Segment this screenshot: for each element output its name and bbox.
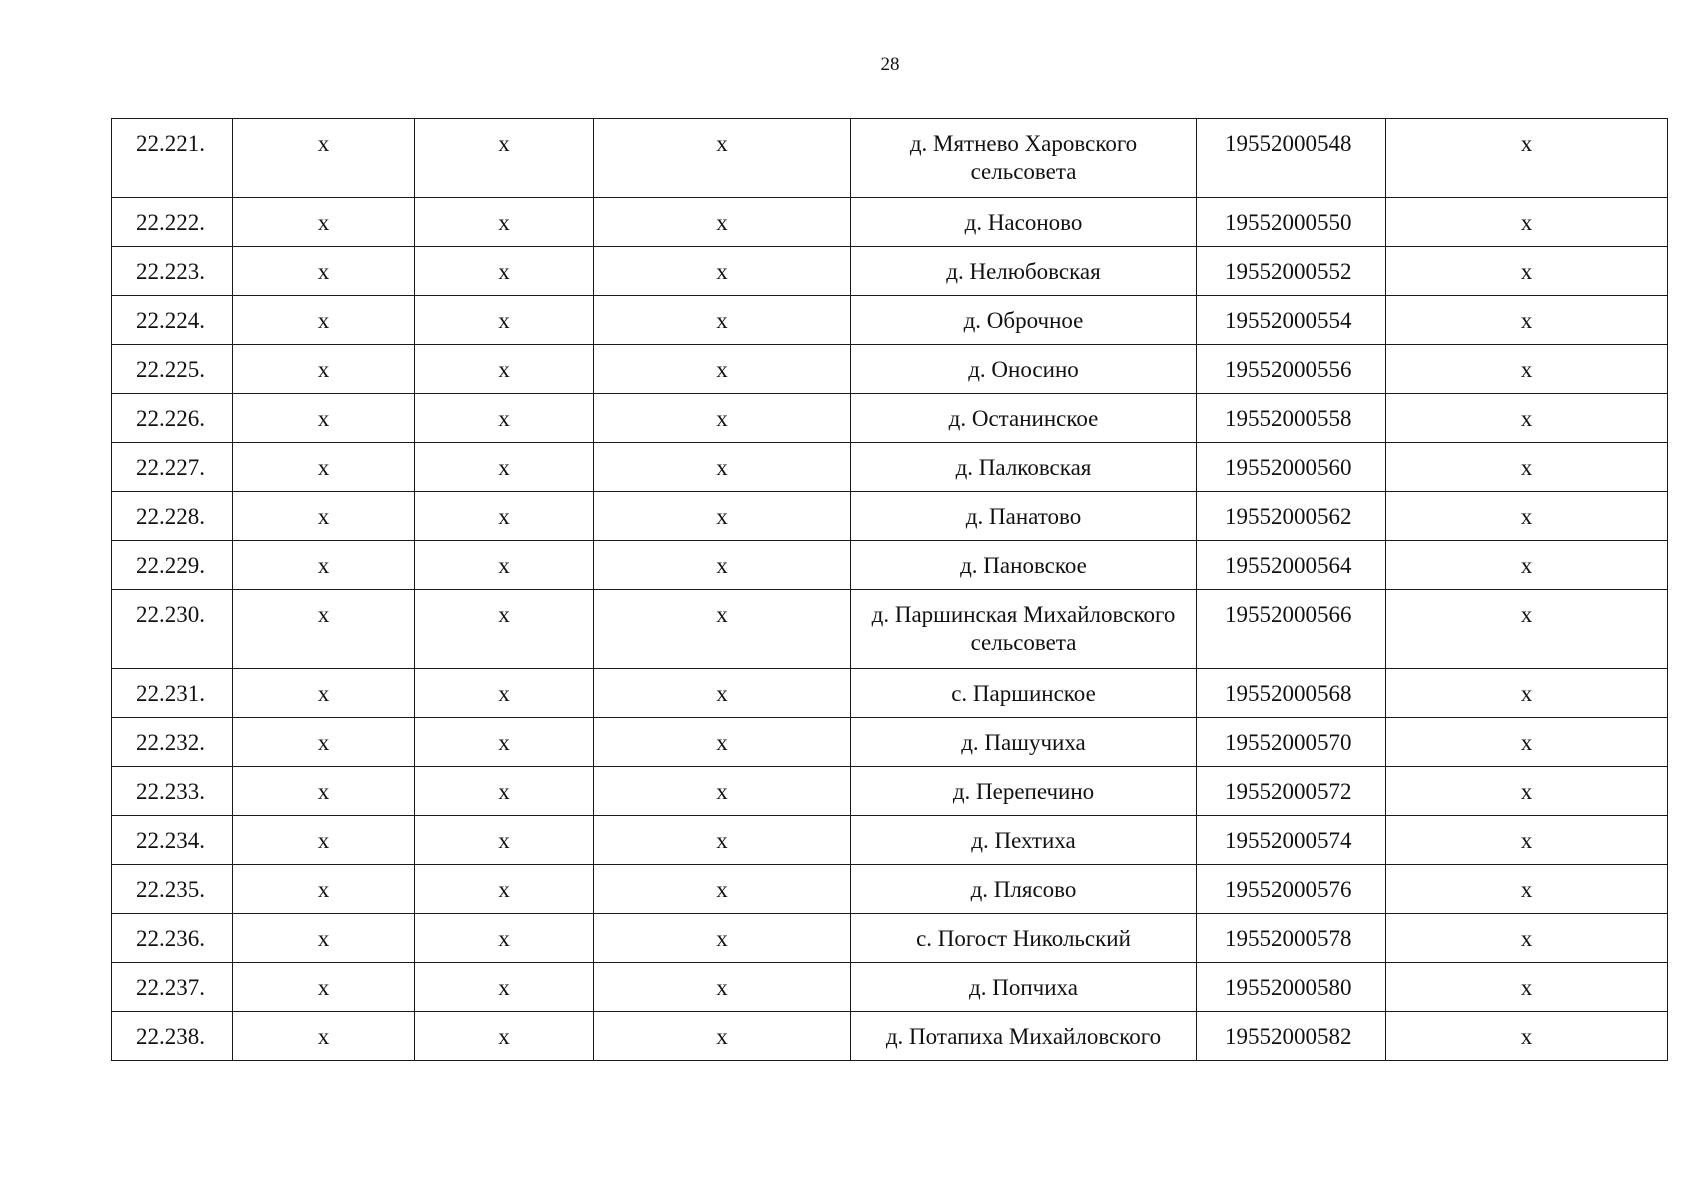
marker-cell [233, 816, 415, 865]
settlement-name-cell [851, 865, 1197, 914]
row-number-cell-text: 22.223. [136, 259, 205, 284]
settlement-name-cell-text: с. Погост Никольский [916, 926, 1131, 951]
row-number-cell-text: 22.232. [136, 730, 205, 755]
marker-cell-text: х [317, 602, 330, 627]
marker-cell-text: х [1520, 1024, 1533, 1049]
marker-cell [415, 247, 594, 296]
marker-cell-text: х [317, 779, 330, 804]
marker-cell-text: х [1520, 504, 1533, 529]
marker-cell [594, 590, 851, 669]
marker-cell [594, 394, 851, 443]
marker-cell-text: х [317, 504, 330, 529]
row-number-cell-text: 22.233. [136, 779, 205, 804]
marker-cell [415, 914, 594, 963]
oktmo-code-cell-text: 19552000570 [1225, 730, 1352, 755]
marker-cell-text: х [317, 308, 330, 333]
marker-cell-text: х [317, 975, 330, 1000]
marker-cell-text: х [1520, 975, 1533, 1000]
marker-cell [594, 541, 851, 590]
row-number-cell-text: 22.226. [136, 406, 205, 431]
marker-cell [233, 963, 415, 1012]
table-row [112, 394, 1668, 443]
oktmo-code-cell-text: 19552000556 [1225, 357, 1352, 382]
row-number-cell-text: 22.229. [136, 553, 205, 578]
table-row [112, 443, 1668, 492]
marker-cell [415, 492, 594, 541]
marker-cell [233, 1012, 415, 1061]
oktmo-code-cell [1197, 541, 1386, 590]
settlement-name-cell-text: д. Оброчное [963, 308, 1084, 333]
marker-cell-text: х [716, 553, 728, 578]
oktmo-code-cell-text: 19552000548 [1225, 131, 1352, 156]
marker-cell-text: х [716, 455, 728, 480]
marker-cell-text: х [1520, 779, 1533, 804]
marker-cell-text: х [1520, 357, 1533, 382]
settlement-name-cell-text: д. Останинское [948, 406, 1099, 431]
row-number-cell-text: 22.235. [136, 877, 205, 902]
oktmo-code-cell [1197, 865, 1386, 914]
oktmo-code-cell-text: 19552000578 [1225, 926, 1352, 951]
marker-cell [594, 669, 851, 718]
marker-cell [594, 443, 851, 492]
marker-cell [594, 767, 851, 816]
oktmo-code-cell [1197, 492, 1386, 541]
marker-cell-text: х [498, 926, 510, 951]
settlement-name-cell-text: д. Панатово [965, 504, 1082, 529]
marker-cell-text: х [716, 131, 728, 156]
marker-cell-text: х [1520, 553, 1533, 578]
table-row [112, 590, 1668, 669]
settlement-name-cell [851, 718, 1197, 767]
settlement-name-cell-text: д. Плясово [970, 877, 1077, 902]
marker-cell [233, 296, 415, 345]
row-number-cell [112, 296, 233, 345]
row-number-cell-text: 22.234. [136, 828, 205, 853]
marker-cell [594, 1012, 851, 1061]
settlement-name-cell [851, 590, 1197, 669]
oktmo-code-cell [1197, 198, 1386, 247]
marker-cell [233, 914, 415, 963]
table-row [112, 296, 1668, 345]
marker-cell-text: х [1520, 681, 1533, 706]
marker-cell-text: х [498, 602, 510, 627]
marker-cell-text: х [498, 131, 510, 156]
oktmo-code-cell-text: 19552000564 [1225, 553, 1352, 578]
marker-cell-text: х [498, 357, 510, 382]
marker-cell [1386, 394, 1668, 443]
marker-cell-text: х [716, 1024, 728, 1049]
table-row [112, 119, 1668, 198]
settlement-name-cell-text: д. Перепечино [952, 779, 1095, 804]
settlement-name-cell-text: д. Пановское [960, 553, 1087, 578]
marker-cell [415, 669, 594, 718]
settlement-name-cell [851, 198, 1197, 247]
marker-cell-text: х [498, 455, 510, 480]
row-number-cell [112, 345, 233, 394]
marker-cell [594, 963, 851, 1012]
row-number-cell-text: 22.231. [136, 681, 205, 706]
oktmo-code-cell-text: 19552000562 [1225, 504, 1352, 529]
marker-cell-text: х [1520, 730, 1533, 755]
row-number-cell-text: 22.238. [136, 1024, 205, 1049]
marker-cell [594, 865, 851, 914]
marker-cell [415, 296, 594, 345]
marker-cell-text: х [1520, 308, 1533, 333]
settlement-name-cell-text: д. Мятнево Харовского сельсовета [909, 131, 1138, 184]
marker-cell [233, 345, 415, 394]
marker-cell-text: х [498, 210, 510, 235]
table-row [112, 198, 1668, 247]
marker-cell-text: х [317, 357, 330, 382]
settlement-name-cell [851, 963, 1197, 1012]
settlement-name-cell-text: д. Насоново [964, 210, 1083, 235]
oktmo-code-cell [1197, 669, 1386, 718]
marker-cell-text: х [498, 681, 510, 706]
marker-cell-text: х [498, 877, 510, 902]
marker-cell [415, 119, 594, 198]
settlement-name-cell-text: с. Паршинское [951, 681, 1096, 706]
marker-cell-text: х [1520, 877, 1533, 902]
marker-cell-text: х [716, 308, 728, 333]
table-row [112, 914, 1668, 963]
marker-cell-text: х [498, 730, 510, 755]
marker-cell [1386, 247, 1668, 296]
marker-cell-text: х [1520, 131, 1533, 156]
marker-cell [594, 247, 851, 296]
marker-cell [1386, 865, 1668, 914]
table-row [112, 718, 1668, 767]
oktmo-code-cell [1197, 247, 1386, 296]
marker-cell [233, 541, 415, 590]
row-number-cell [112, 767, 233, 816]
oktmo-code-cell [1197, 914, 1386, 963]
row-number-cell [112, 914, 233, 963]
settlement-name-cell [851, 669, 1197, 718]
marker-cell [1386, 198, 1668, 247]
marker-cell [233, 865, 415, 914]
marker-cell [415, 865, 594, 914]
row-number-cell [112, 816, 233, 865]
oktmo-code-cell [1197, 394, 1386, 443]
marker-cell [1386, 492, 1668, 541]
marker-cell [415, 767, 594, 816]
marker-cell [415, 816, 594, 865]
row-number-cell [112, 394, 233, 443]
settlement-name-cell-text: д. Палковская [955, 455, 1092, 480]
marker-cell-text: х [1520, 406, 1533, 431]
oktmo-code-cell [1197, 718, 1386, 767]
table-row [112, 492, 1668, 541]
marker-cell [415, 345, 594, 394]
table-row [112, 865, 1668, 914]
marker-cell-text: х [498, 406, 510, 431]
marker-cell-text: х [317, 681, 330, 706]
marker-cell-text: х [498, 308, 510, 333]
marker-cell-text: х [498, 975, 510, 1000]
row-number-cell-text: 22.224. [136, 308, 205, 333]
marker-cell [415, 394, 594, 443]
marker-cell [594, 198, 851, 247]
table-row [112, 669, 1668, 718]
settlement-name-cell-text: д. Потапиха Михайловского [885, 1024, 1162, 1049]
table-row [112, 816, 1668, 865]
marker-cell-text: х [716, 259, 728, 284]
row-number-cell [112, 119, 233, 198]
marker-cell-text: х [716, 877, 728, 902]
settlement-name-cell [851, 914, 1197, 963]
row-number-cell-text: 22.228. [136, 504, 205, 529]
settlement-name-cell [851, 767, 1197, 816]
row-number-cell-text: 22.222. [136, 210, 205, 235]
marker-cell [1386, 119, 1668, 198]
table-row [112, 963, 1668, 1012]
marker-cell-text: х [317, 455, 330, 480]
marker-cell [594, 816, 851, 865]
row-number-cell [112, 1012, 233, 1061]
oktmo-code-cell-text: 19552000560 [1225, 455, 1352, 480]
marker-cell-text: х [317, 210, 330, 235]
marker-cell-text: х [716, 779, 728, 804]
row-number-cell [112, 541, 233, 590]
marker-cell [594, 296, 851, 345]
marker-cell-text: х [1520, 210, 1533, 235]
table-row [112, 247, 1668, 296]
marker-cell-text: х [1520, 926, 1533, 951]
marker-cell [1386, 443, 1668, 492]
marker-cell-text: х [317, 828, 330, 853]
marker-cell-text: х [716, 681, 728, 706]
oktmo-code-cell-text: 19552000576 [1225, 877, 1352, 902]
marker-cell-text: х [317, 131, 330, 156]
page-number: 28 [880, 54, 900, 75]
row-number-cell-text: 22.236. [136, 926, 205, 951]
oktmo-code-cell-text: 19552000550 [1225, 210, 1352, 235]
marker-cell-text: х [716, 730, 728, 755]
marker-cell [233, 718, 415, 767]
settlement-name-cell [851, 443, 1197, 492]
marker-cell [1386, 816, 1668, 865]
oktmo-code-cell [1197, 767, 1386, 816]
settlement-name-cell [851, 345, 1197, 394]
marker-cell [233, 669, 415, 718]
settlement-name-cell [851, 296, 1197, 345]
marker-cell-text: х [317, 730, 330, 755]
marker-cell [415, 1012, 594, 1061]
settlement-name-cell [851, 816, 1197, 865]
marker-cell-text: х [1520, 259, 1533, 284]
table-row [112, 1012, 1668, 1061]
row-number-cell [112, 492, 233, 541]
marker-cell [1386, 296, 1668, 345]
oktmo-code-cell-text: 19552000566 [1225, 602, 1352, 627]
marker-cell [1386, 1012, 1668, 1061]
row-number-cell-text: 22.227. [136, 455, 205, 480]
marker-cell-text: х [498, 259, 510, 284]
marker-cell-text: х [317, 553, 330, 578]
row-number-cell [112, 718, 233, 767]
marker-cell-text: х [716, 926, 728, 951]
settlement-name-cell-text: д. Оносино [968, 357, 1079, 382]
settlement-name-cell [851, 541, 1197, 590]
table-body [112, 119, 1668, 1061]
oktmo-code-cell [1197, 296, 1386, 345]
table-row [112, 767, 1668, 816]
marker-cell-text: х [716, 406, 728, 431]
marker-cell [1386, 345, 1668, 394]
oktmo-code-cell-text: 19552000580 [1225, 975, 1352, 1000]
marker-cell-text: х [498, 779, 510, 804]
marker-cell-text: х [716, 602, 728, 627]
oktmo-code-cell-text: 19552000574 [1225, 828, 1352, 853]
marker-cell [415, 443, 594, 492]
marker-cell-text: х [1520, 828, 1533, 853]
marker-cell [233, 394, 415, 443]
row-number-cell-text: 22.237. [136, 975, 205, 1000]
marker-cell-text: х [716, 828, 728, 853]
marker-cell [1386, 767, 1668, 816]
marker-cell-text: х [317, 926, 330, 951]
oktmo-code-cell-text: 19552000572 [1225, 779, 1352, 804]
marker-cell [594, 345, 851, 394]
oktmo-code-cell [1197, 119, 1386, 198]
settlement-name-cell-text: д. Паршинская Михайловского сельсовета [871, 602, 1176, 655]
settlement-name-cell [851, 1012, 1197, 1061]
oktmo-code-cell-text: 19552000558 [1225, 406, 1352, 431]
marker-cell-text: х [716, 975, 728, 1000]
oktmo-code-cell-text: 19552000554 [1225, 308, 1352, 333]
marker-cell [1386, 590, 1668, 669]
row-number-cell [112, 590, 233, 669]
oktmo-code-cell-text: 19552000568 [1225, 681, 1352, 706]
marker-cell [1386, 669, 1668, 718]
marker-cell [233, 590, 415, 669]
row-number-cell [112, 443, 233, 492]
row-number-cell [112, 247, 233, 296]
oktmo-code-cell [1197, 816, 1386, 865]
marker-cell [594, 914, 851, 963]
marker-cell [594, 119, 851, 198]
row-number-cell-text: 22.230. [136, 602, 205, 627]
marker-cell [1386, 718, 1668, 767]
marker-cell [233, 443, 415, 492]
row-number-cell [112, 963, 233, 1012]
settlement-name-cell [851, 394, 1197, 443]
marker-cell [233, 198, 415, 247]
oktmo-code-cell [1197, 1012, 1386, 1061]
marker-cell [233, 247, 415, 296]
oktmo-code-cell [1197, 345, 1386, 394]
marker-cell-text: х [1520, 602, 1533, 627]
settlement-name-cell [851, 492, 1197, 541]
row-number-cell-text: 22.221. [136, 131, 205, 156]
oktmo-code-cell-text: 19552000582 [1225, 1024, 1352, 1049]
marker-cell [233, 492, 415, 541]
marker-cell-text: х [498, 1024, 510, 1049]
marker-cell-text: х [317, 1024, 330, 1049]
oktmo-code-cell [1197, 443, 1386, 492]
marker-cell-text: х [317, 259, 330, 284]
marker-cell [1386, 914, 1668, 963]
marker-cell-text: х [1520, 455, 1533, 480]
marker-cell [233, 119, 415, 198]
marker-cell-text: х [317, 877, 330, 902]
marker-cell [415, 718, 594, 767]
settlement-name-cell-text: д. Нелюбовская [946, 259, 1101, 284]
marker-cell [1386, 963, 1668, 1012]
marker-cell [415, 590, 594, 669]
marker-cell [415, 198, 594, 247]
oktmo-code-cell [1197, 590, 1386, 669]
row-number-cell [112, 669, 233, 718]
settlement-name-cell [851, 247, 1197, 296]
row-number-cell [112, 198, 233, 247]
settlement-name-cell-text: д. Пехтиха [971, 828, 1076, 853]
table-row [112, 345, 1668, 394]
marker-cell [233, 767, 415, 816]
marker-cell [415, 541, 594, 590]
marker-cell [1386, 541, 1668, 590]
marker-cell-text: х [716, 357, 728, 382]
marker-cell-text: х [498, 553, 510, 578]
marker-cell [594, 492, 851, 541]
settlement-name-cell-text: д. Попчиха [969, 975, 1078, 1000]
settlements-table [111, 118, 1668, 1061]
marker-cell-text: х [716, 504, 728, 529]
oktmo-code-cell [1197, 963, 1386, 1012]
marker-cell-text: х [317, 406, 330, 431]
marker-cell-text: х [716, 210, 728, 235]
marker-cell-text: х [498, 504, 510, 529]
marker-cell [594, 718, 851, 767]
settlement-name-cell [851, 119, 1197, 198]
row-number-cell [112, 865, 233, 914]
marker-cell-text: х [498, 828, 510, 853]
table-row [112, 541, 1668, 590]
oktmo-code-cell-text: 19552000552 [1225, 259, 1352, 284]
settlement-name-cell-text: д. Пашучиха [961, 730, 1086, 755]
row-number-cell-text: 22.225. [136, 357, 205, 382]
marker-cell [415, 963, 594, 1012]
